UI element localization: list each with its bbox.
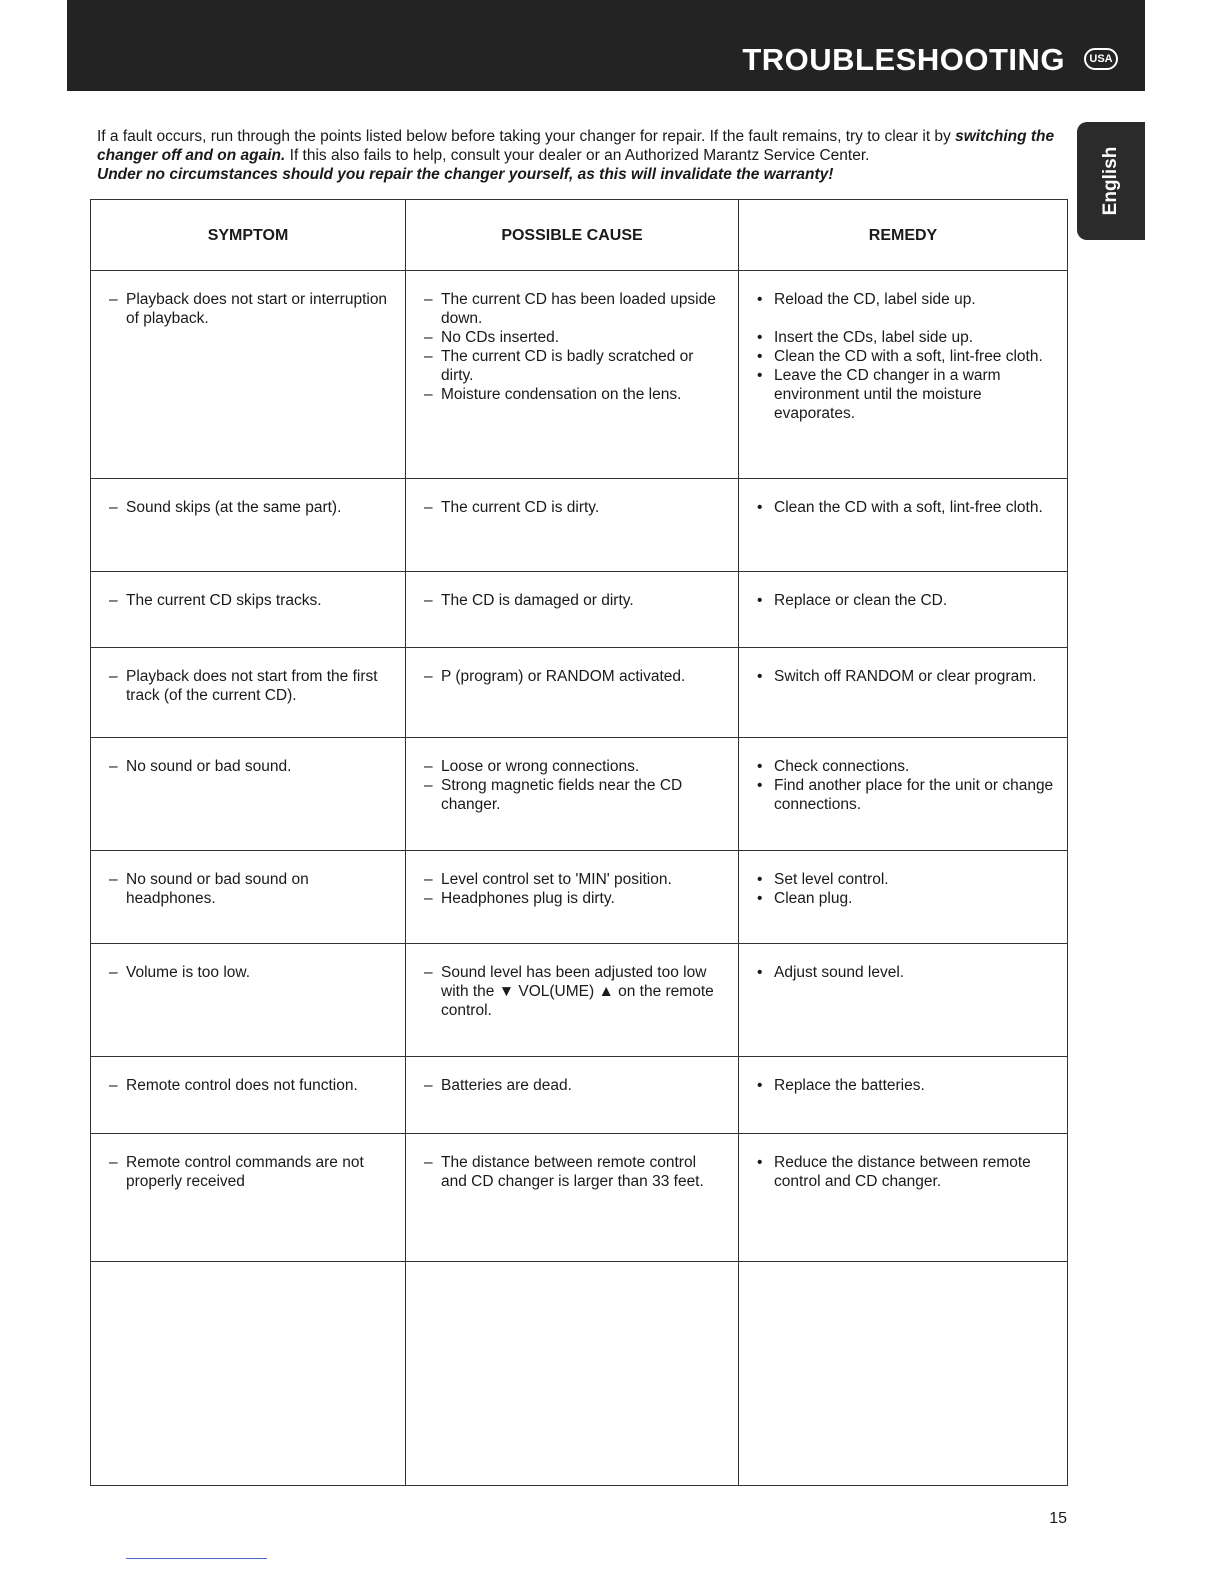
table-row xyxy=(91,851,1068,944)
language-tab xyxy=(1077,122,1145,240)
page-title: TROUBLESHOOTING xyxy=(742,42,1065,77)
cause-text: Level control set to 'MIN' position. xyxy=(441,871,672,888)
dash-icon: – xyxy=(424,329,433,346)
remedy-text: Reduce the distance between remote control and CD changer. xyxy=(774,1154,1031,1190)
bullet-icon: • xyxy=(757,668,763,685)
cause-text: The CD is damaged or dirty. xyxy=(441,592,634,609)
remedy-item xyxy=(757,498,1055,517)
cause-item xyxy=(424,328,726,347)
cause-text: Moisture condensation on the lens. xyxy=(441,386,682,403)
dash-icon: – xyxy=(424,964,433,981)
remedy-text: Check connections. xyxy=(774,758,910,775)
table-header-row xyxy=(91,200,1068,271)
dash-icon: – xyxy=(109,592,118,609)
symptom-cell xyxy=(91,648,406,738)
remedy-cell xyxy=(739,738,1068,851)
cause-text: The current CD is dirty. xyxy=(441,499,600,516)
bullet-icon: • xyxy=(757,367,763,384)
cause-item xyxy=(424,347,726,385)
remedy-cell xyxy=(739,572,1068,648)
cause-cell xyxy=(406,648,739,738)
remedy-cell xyxy=(739,944,1068,1057)
remedy-item xyxy=(757,757,1055,776)
bullet-icon: • xyxy=(757,499,763,516)
dash-icon: – xyxy=(424,668,433,685)
cause-text: Loose or wrong connections. xyxy=(441,758,640,775)
remedy-item xyxy=(757,366,1055,423)
cause-cell xyxy=(406,738,739,851)
remedy-item xyxy=(757,776,1055,814)
bullet-icon: • xyxy=(757,592,763,609)
page-number: 15 xyxy=(1049,1510,1067,1527)
cause-cell xyxy=(406,944,739,1057)
header-symptom: SYMPTOM xyxy=(91,200,406,271)
cause-cell xyxy=(406,851,739,944)
symptom-item xyxy=(109,498,393,517)
dash-icon: – xyxy=(424,1154,433,1171)
remedy-item xyxy=(757,591,1055,610)
header-bar xyxy=(67,0,1145,91)
cause-item xyxy=(424,1076,726,1095)
cause-text: No CDs inserted. xyxy=(441,329,560,346)
remedy-cell xyxy=(739,851,1068,944)
cause-cell xyxy=(406,271,739,479)
symptom-cell xyxy=(91,271,406,479)
dash-icon: – xyxy=(424,291,433,308)
symptom-item xyxy=(109,667,393,705)
symptom-text: No sound or bad sound. xyxy=(126,758,292,775)
cause-cell xyxy=(406,479,739,572)
remedy-item xyxy=(757,889,1055,908)
symptom-item xyxy=(109,963,393,982)
cause-cell xyxy=(406,1134,739,1262)
symptom-cell xyxy=(91,1057,406,1134)
remedy-text: Clean plug. xyxy=(774,890,853,907)
dash-icon: – xyxy=(424,348,433,365)
dash-icon: – xyxy=(424,758,433,775)
intro-text-1: If a fault occurs, run through the points listed below before taking your changer for repair. If the fault remains, try to clear it by xyxy=(97,128,956,145)
intro-paragraph xyxy=(97,127,1067,184)
symptom-text: Volume is too low. xyxy=(126,964,251,981)
remedy-item xyxy=(757,290,1055,309)
dash-icon: – xyxy=(424,592,433,609)
language-tab-label: English xyxy=(1100,146,1121,216)
bullet-icon: • xyxy=(757,890,763,907)
footer-divider xyxy=(126,1558,267,1559)
intro-text-2: If this also fails to help, consult your dealer or an Authorized Marantz Service Center. xyxy=(285,147,870,164)
cause-item xyxy=(424,498,726,517)
symptom-cell xyxy=(91,1134,406,1262)
symptom-item xyxy=(109,1076,393,1095)
dash-icon: – xyxy=(109,668,118,685)
bullet-icon: • xyxy=(757,871,763,888)
bullet-icon: • xyxy=(757,758,763,775)
symptom-text: Remote control does not function. xyxy=(126,1077,358,1094)
remedy-item xyxy=(757,347,1055,366)
cause-cell xyxy=(406,572,739,648)
cause-item xyxy=(424,667,726,686)
remedy-text: Set level control. xyxy=(774,871,889,888)
cause-item xyxy=(424,757,726,776)
dash-icon: – xyxy=(424,499,433,516)
remedy-text: Clean the CD with a soft, lint-free cloth. xyxy=(774,348,1043,365)
remedy-text: Find another place for the unit or change connections. xyxy=(774,777,1054,813)
dash-icon: – xyxy=(424,1077,433,1094)
cause-text: P (program) or RANDOM activated. xyxy=(441,668,686,685)
dash-icon: – xyxy=(424,890,433,907)
bullet-icon: • xyxy=(757,329,763,346)
dash-icon: – xyxy=(424,777,433,794)
bullet-icon: • xyxy=(757,348,763,365)
symptom-text: The current CD skips tracks. xyxy=(126,592,322,609)
remedy-item xyxy=(757,1076,1055,1095)
region-badge: USA xyxy=(1084,48,1118,70)
remedy-text: Leave the CD changer in a warm environment until the moisture evaporates. xyxy=(774,367,1001,422)
cause-item xyxy=(424,1153,726,1191)
cause-item xyxy=(424,963,726,1020)
remedy-item xyxy=(757,963,1055,982)
symptom-item xyxy=(109,757,393,776)
symptom-item xyxy=(109,290,393,328)
empty-table-row xyxy=(91,1262,1068,1486)
remedy-cell xyxy=(739,1057,1068,1134)
empty-cell xyxy=(406,1262,739,1486)
symptom-item xyxy=(109,591,393,610)
remedy-item xyxy=(757,328,1055,347)
symptom-text: Playback does not start or interruption of playback. xyxy=(126,291,388,327)
symptom-cell xyxy=(91,738,406,851)
dash-icon: – xyxy=(424,871,433,888)
cause-text: Batteries are dead. xyxy=(441,1077,572,1094)
dash-icon: – xyxy=(109,871,118,888)
dash-icon: – xyxy=(424,386,433,403)
dash-icon: – xyxy=(109,499,118,516)
symptom-cell xyxy=(91,572,406,648)
table-row xyxy=(91,738,1068,851)
remedy-cell xyxy=(739,1134,1068,1262)
warranty-warning: Under no circumstances should you repair the changer yourself, as this will invalidate the warranty! xyxy=(97,166,834,183)
cause-text: The distance between remote control and CD changer is larger than 33 feet. xyxy=(441,1154,704,1190)
remedy-text: Replace or clean the CD. xyxy=(774,592,948,609)
dash-icon: – xyxy=(109,758,118,775)
remedy-text: Insert the CDs, label side up. xyxy=(774,329,974,346)
cause-text: Sound level has been adjusted too low with the ▼ VOL(UME) ▲ on the remote control. xyxy=(441,964,714,1019)
cause-item xyxy=(424,889,726,908)
dash-icon: – xyxy=(109,1154,118,1171)
bullet-icon: • xyxy=(757,1154,763,1171)
troubleshooting-table xyxy=(90,199,1068,1486)
symptom-text: Sound skips (at the same part). xyxy=(126,499,342,516)
bullet-icon: • xyxy=(757,777,763,794)
remedy-cell xyxy=(739,271,1068,479)
header-remedy: REMEDY xyxy=(739,200,1068,271)
intro-bold-instruction: switching the changer off and on again. xyxy=(97,128,1055,164)
symptom-item xyxy=(109,1153,393,1191)
dash-icon: – xyxy=(109,1077,118,1094)
cause-item xyxy=(424,290,726,328)
table-row xyxy=(91,648,1068,738)
remedy-text: Reload the CD, label side up. xyxy=(774,291,976,308)
remedy-cell xyxy=(739,648,1068,738)
remedy-text: Replace the batteries. xyxy=(774,1077,925,1094)
remedy-item xyxy=(757,1153,1055,1191)
remedy-text: Adjust sound level. xyxy=(774,964,905,981)
cause-item xyxy=(424,591,726,610)
symptom-text: No sound or bad sound on headphones. xyxy=(126,871,309,907)
table-row xyxy=(91,1057,1068,1134)
cause-text: Strong magnetic fields near the CD changer. xyxy=(441,777,683,813)
cause-cell xyxy=(406,1057,739,1134)
cause-text: The current CD is badly scratched or dirty. xyxy=(441,348,694,384)
table-row xyxy=(91,479,1068,572)
symptom-cell xyxy=(91,944,406,1057)
symptom-item xyxy=(109,870,393,908)
empty-cell xyxy=(739,1262,1068,1486)
cause-item xyxy=(424,776,726,814)
table-row xyxy=(91,944,1068,1057)
cause-text: The current CD has been loaded upside down. xyxy=(441,291,716,327)
symptom-cell xyxy=(91,851,406,944)
table-row xyxy=(91,271,1068,479)
remedy-item xyxy=(757,870,1055,889)
remedy-text: Switch off RANDOM or clear program. xyxy=(774,668,1037,685)
dash-icon: – xyxy=(109,964,118,981)
cause-item xyxy=(424,385,726,404)
cause-text: Headphones plug is dirty. xyxy=(441,890,615,907)
remedy-cell xyxy=(739,479,1068,572)
header-possible-cause: POSSIBLE CAUSE xyxy=(406,200,739,271)
cause-item xyxy=(424,870,726,889)
bullet-icon: • xyxy=(757,964,763,981)
empty-cell xyxy=(91,1262,406,1486)
symptom-cell xyxy=(91,479,406,572)
remedy-item xyxy=(757,667,1055,686)
bullet-icon: • xyxy=(757,1077,763,1094)
table-row xyxy=(91,1134,1068,1262)
bullet-icon: • xyxy=(757,291,763,308)
remedy-text: Clean the CD with a soft, lint-free cloth. xyxy=(774,499,1043,516)
symptom-text: Remote control commands are not properly received xyxy=(126,1154,364,1190)
table-row xyxy=(91,572,1068,648)
dash-icon: – xyxy=(109,291,118,308)
symptom-text: Playback does not start from the first track (of the current CD). xyxy=(126,668,378,704)
